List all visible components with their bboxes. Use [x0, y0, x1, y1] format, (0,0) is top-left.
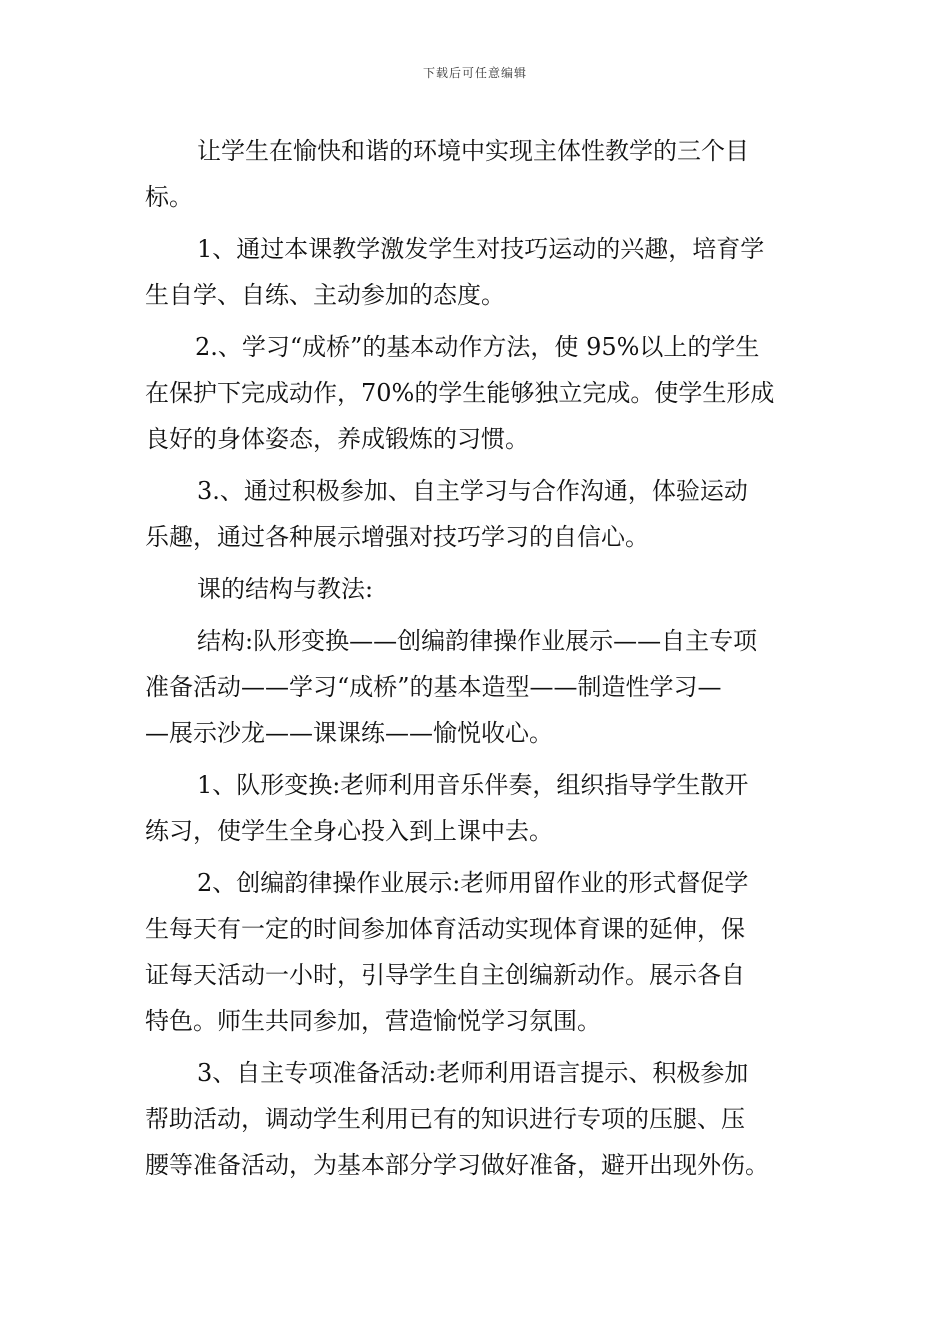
text-line: 帮助活动，调动学生利用已有的知识进行专项的压腿、压: [145, 1105, 745, 1133]
paragraph-structure: [145, 618, 810, 756]
page-header-note: 下载后可任意编辑: [422, 66, 527, 80]
paragraph-step-1: [145, 762, 810, 854]
text-line: 腰等准备活动，为基本部分学习做好准备，避开出现外伤。: [145, 1151, 769, 1179]
paragraph-goal-3: [145, 468, 810, 560]
paragraph-goal-2: [145, 324, 810, 462]
text-line: 生每天有一定的时间参加体育活动实现体育课的延伸，保: [145, 915, 745, 943]
paragraph-goals-intro: [145, 128, 810, 220]
text-line: 特色。师生共同参加，营造愉悦学习氛围。: [145, 1007, 601, 1035]
text-line: —展示沙龙——课课练——愉悦收心。: [145, 719, 553, 747]
text-line: 准备活动——学习“成桥”的基本造型——制造性学习—: [145, 673, 722, 701]
document-body: [145, 128, 810, 1188]
paragraph-goal-1: [145, 226, 810, 318]
text-line: 3.、通过积极参加、自主学习与合作沟通，体验运动: [197, 477, 748, 505]
text-line: 3、自主专项准备活动:老师利用语言提示、积极参加: [197, 1059, 749, 1087]
text-line: 在保护下完成动作，70%的学生能够独立完成。使学生形成: [145, 379, 775, 407]
text-line: 让学生在愉快和谐的环境中实现主体性教学的三个目: [197, 137, 749, 165]
paragraph-structure-heading: [145, 566, 810, 612]
paragraph-step-2: [145, 860, 810, 1044]
text-line: 良好的身体姿态，养成锻炼的习惯。: [145, 425, 529, 453]
text-line: 练习，使学生全身心投入到上课中去。: [145, 817, 553, 845]
text-line: 1、队形变换:老师利用音乐伴奏，组织指导学生散开: [197, 771, 749, 799]
text-line: 2、创编韵律操作业展示:老师用留作业的形式督促学: [197, 869, 749, 897]
text-line: 标。: [145, 183, 193, 211]
section-heading: 课的结构与教法:: [197, 575, 374, 603]
text-line: 证每天活动一小时，引导学生自主创编新动作。展示各自: [145, 961, 745, 989]
paragraph-step-3: [145, 1050, 810, 1188]
text-line: 生自学、自练、主动参加的态度。: [145, 281, 505, 309]
text-line: 结构:队形变换——创编韵律操作业展示——自主专项: [197, 627, 758, 655]
text-line: 1、通过本课教学激发学生对技巧运动的兴趣，培育学: [197, 235, 765, 263]
text-line: 乐趣，通过各种展示增强对技巧学习的自信心。: [145, 523, 649, 551]
text-line: 2.、学习“成桥”的基本动作方法，使 95%以上的学生: [195, 333, 760, 361]
